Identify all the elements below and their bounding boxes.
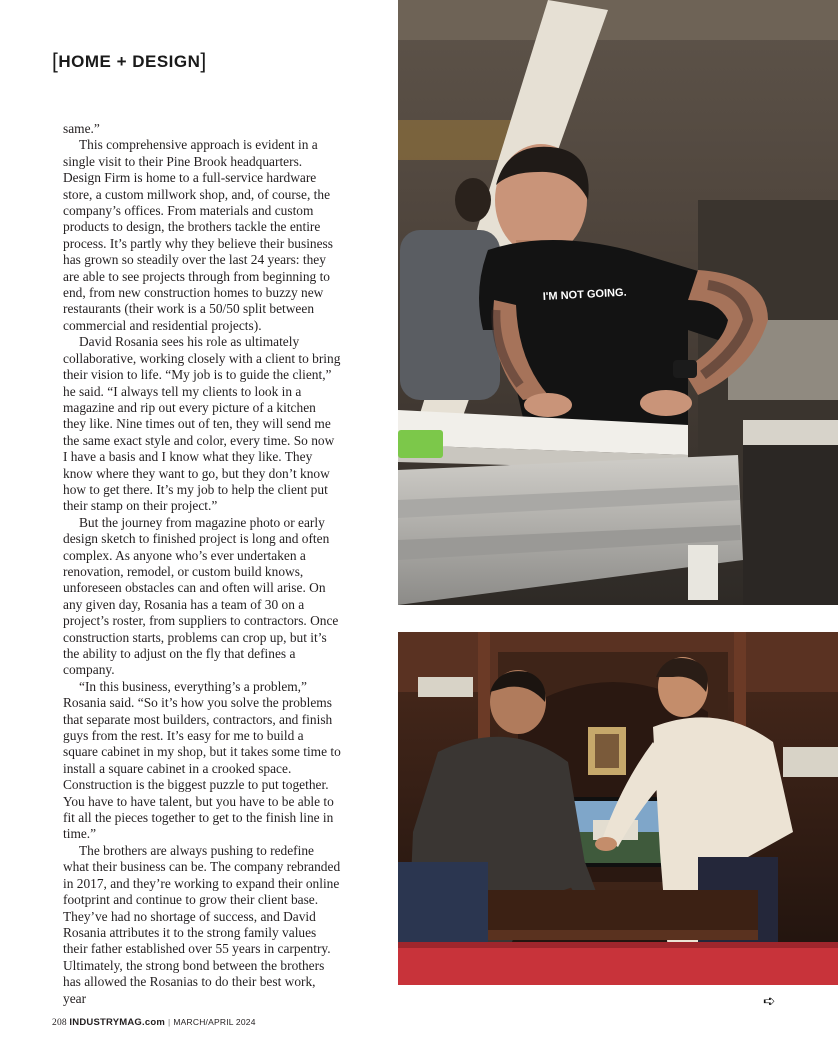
article-paragraph: This comprehensive approach is evident in a single visit to their Pine Brook headquarters. Design Firm is home to a full-service hardware store, a custom millwork shop, and, of course, the company’s offices. From materials and custom products to design, the brothers tackle the entire process. It’s partly why they believe their business has grown so steadily over the last 24 years: they are able to see projects through from beginning to end, from new construction homes to buzzy new restaurants (their work is a 50/50 split between commercial and residential projects). [63,137,333,333]
section-tag: [HOME + DESIGN] [52,50,207,73]
workshop-photo [398,0,838,605]
footer-issue: MARCH/APRIL 2024 [173,1017,256,1027]
article-paragraph: same.” [63,121,100,136]
article-body [63,121,341,1007]
footer-separator: | [167,1017,171,1027]
footer-site: INDUSTRYMAG.com [69,1017,165,1028]
shirt-print: I'M NOT GOING. [542,286,627,303]
article-paragraph: But the journey from magazine photo or early design sketch to finished project is long and often complex. As anyone who’s ever undertaken a renovation, remodel, or custom build knows, unforeseen obstacles can and often will arise. On any given day, Rosania has a team of 30 on a project’s roster, from suppliers to contractors. Once construction starts, problems can crop up, but it’s the ability to adjust on the fly that defines a company. [63,514,339,678]
article-paragraph: “In this business, everything’s a problem,” Rosania said. “So it’s how you solve the problems that separate most builders, contractors, and finish guys from the rest. It’s easy for me to build a square cabinet in my shop, but it takes some time to install a square cabinet in a crooked space. Construction is the biggest puzzle to put together. You have to have talent, but you have to be able to fit all the pieces together to get to the finish line in time.” [63,678,341,842]
page-number: 208 [52,1018,67,1028]
office-photo [398,632,838,985]
section-tag-label: HOME + DESIGN [58,52,201,71]
article-paragraph: David Rosania sees his role as ultimately collaborative, working closely with a client to bring their vision to life. “My job is to guide the client,” he said. “I always tell my clients to look in a magazine and rip out every picture of a kitchen they like. Nine times out of ten, they will send me the same exact style and color, every time. So now I have a basis and I know what they like. They know where they want to go, but they don’t know how to get there. It’s my job to help the client put their stamp on their project.” [63,334,341,514]
double-chevron-right-icon: ➪ [763,992,776,1010]
page-footer [52,1017,256,1028]
article-paragraph: The brothers are always pushing to redefine what their business can be. The company rebranded in 2017, and they’re working to expand their online footprint and continue to grow their client base. They’ve had no shortage of success, and David Rosania attributes it to the strong family values their father established over 55 years in carpentry. Ultimately, the strong bond between the brothers has allowed the Rosanias to do their best work, year [63,842,341,1006]
